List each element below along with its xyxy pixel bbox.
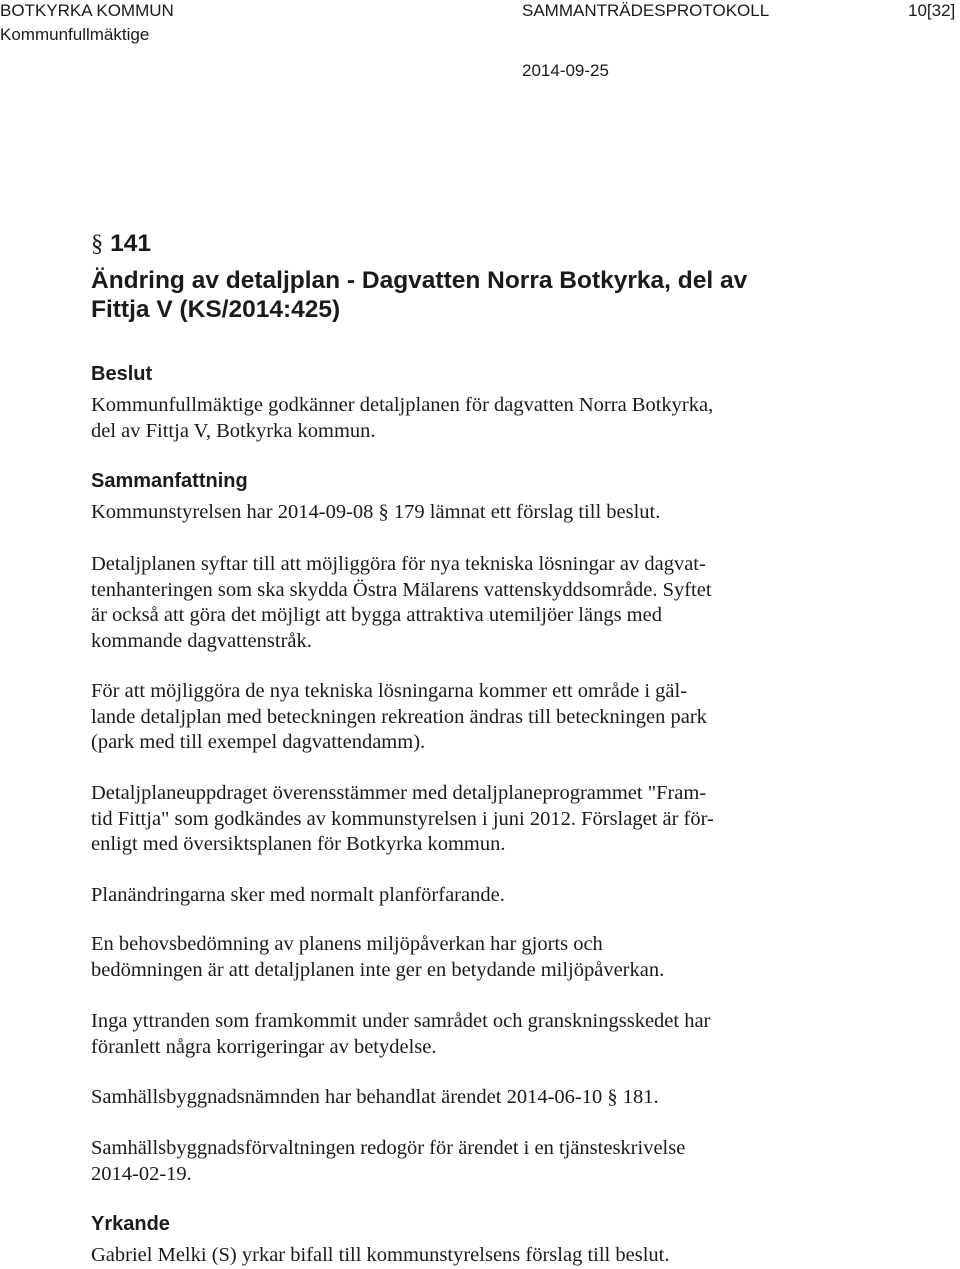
header-org: BOTKYRKA KOMMUN	[0, 1, 174, 20]
paragraph-sign: §	[91, 230, 104, 257]
text-fragment: 181.	[622, 1086, 659, 1108]
paragraph-6	[91, 1009, 851, 1060]
text-fragment: 179 lämnat ett förslag till beslut.	[393, 501, 661, 523]
page-title	[91, 266, 747, 324]
header-doc-type: SAMMANTRÄDESPROTOKOLL	[522, 1, 770, 20]
paragraph-3	[91, 781, 851, 858]
paragraph-5	[91, 932, 851, 983]
paragraph-number	[91, 229, 151, 258]
header-page-number: 10[32]	[908, 1, 956, 20]
text-line: tenhanteringen som ska skydda Östra Mälarens vattenskyddsområde. Syftet	[91, 578, 712, 601]
text-fragment: Kommunstyrelsen har 2014-09-08	[91, 501, 374, 523]
title-line-2: Fittja V (KS/2014:425)	[91, 296, 341, 323]
text-line: lande detaljplan med beteckningen rekreation ändras till beteckningen park	[91, 705, 707, 728]
header-body: Kommunfullmäktige	[0, 25, 150, 44]
kommunstyrelsen-line	[91, 500, 851, 526]
paragraph-2	[91, 679, 851, 756]
text-line: Planändringarna sker med normalt planförfarande.	[91, 884, 505, 906]
text-line: Detaljplanen syftar till att möjliggöra för nya tekniska lösningar av dagvat-	[91, 553, 706, 575]
beslut-heading: Beslut	[91, 363, 153, 385]
text-line: Detaljplaneuppdraget överensstämmer med detaljplaneprogrammet "Fram-	[91, 782, 707, 804]
yrkande-heading: Yrkande	[91, 1213, 170, 1235]
text-line: 2014-02-19.	[91, 1162, 192, 1185]
text-line: Kommunfullmäktige godkänner detaljplanen för dagvatten Norra Botkyrka,	[91, 394, 714, 416]
beslut-text	[91, 393, 851, 444]
header-date: 2014-09-25	[522, 61, 609, 80]
title-line-1: Ändring av detaljplan - Dagvatten Norra Botkyrka, del av	[91, 267, 748, 294]
section-sign: §	[378, 501, 389, 523]
paragraph-8	[91, 1136, 851, 1187]
text-line: Inga yttranden som framkommit under samrådet och granskningsskedet har	[91, 1010, 711, 1032]
sammanfattning-heading: Sammanfattning	[91, 470, 248, 492]
paragraph-7	[91, 1085, 851, 1111]
text-line: För att möjliggöra de nya tekniska lösningarna kommer ett område i gäl-	[91, 680, 688, 702]
paragraph-1	[91, 552, 851, 654]
paragraph-4	[91, 883, 851, 909]
paragraph-number-value: 141	[110, 230, 151, 257]
text-fragment: Samhällsbyggnadsnämnden har behandlat ärendet 2014-06-10	[91, 1086, 603, 1108]
text-line: kommande dagvattenstråk.	[91, 629, 312, 652]
text-line: bedömningen är att detaljplanen inte ger en betydande miljöpåverkan.	[91, 958, 665, 981]
text-line: Samhällsbyggnadsförvaltningen redogör för ärendet i en tjänsteskrivelse	[91, 1137, 686, 1159]
text-line: föranlett några korrigeringar av betydelse.	[91, 1035, 437, 1058]
text-line: tid Fittja" som godkändes av kommunstyrelsen i juni 2012. Förslaget är för-	[91, 807, 714, 830]
text-line: En behovsbedömning av planens miljöpåverkan har gjorts och	[91, 933, 603, 955]
text-line: är också att göra det möjligt att bygga attraktiva utemiljöer längs med	[91, 604, 662, 626]
text-line: enligt med översiktsplanen för Botkyrka kommun.	[91, 833, 506, 855]
yrkande-text: Gabriel Melki (S) yrkar bifall till kommunstyrelsens förslag till beslut.	[91, 1244, 670, 1266]
text-line: (park med till exempel dagvattendamm).	[91, 731, 426, 753]
section-sign: §	[607, 1086, 618, 1108]
text-line: del av Fittja V, Botkyrka kommun.	[91, 419, 376, 442]
